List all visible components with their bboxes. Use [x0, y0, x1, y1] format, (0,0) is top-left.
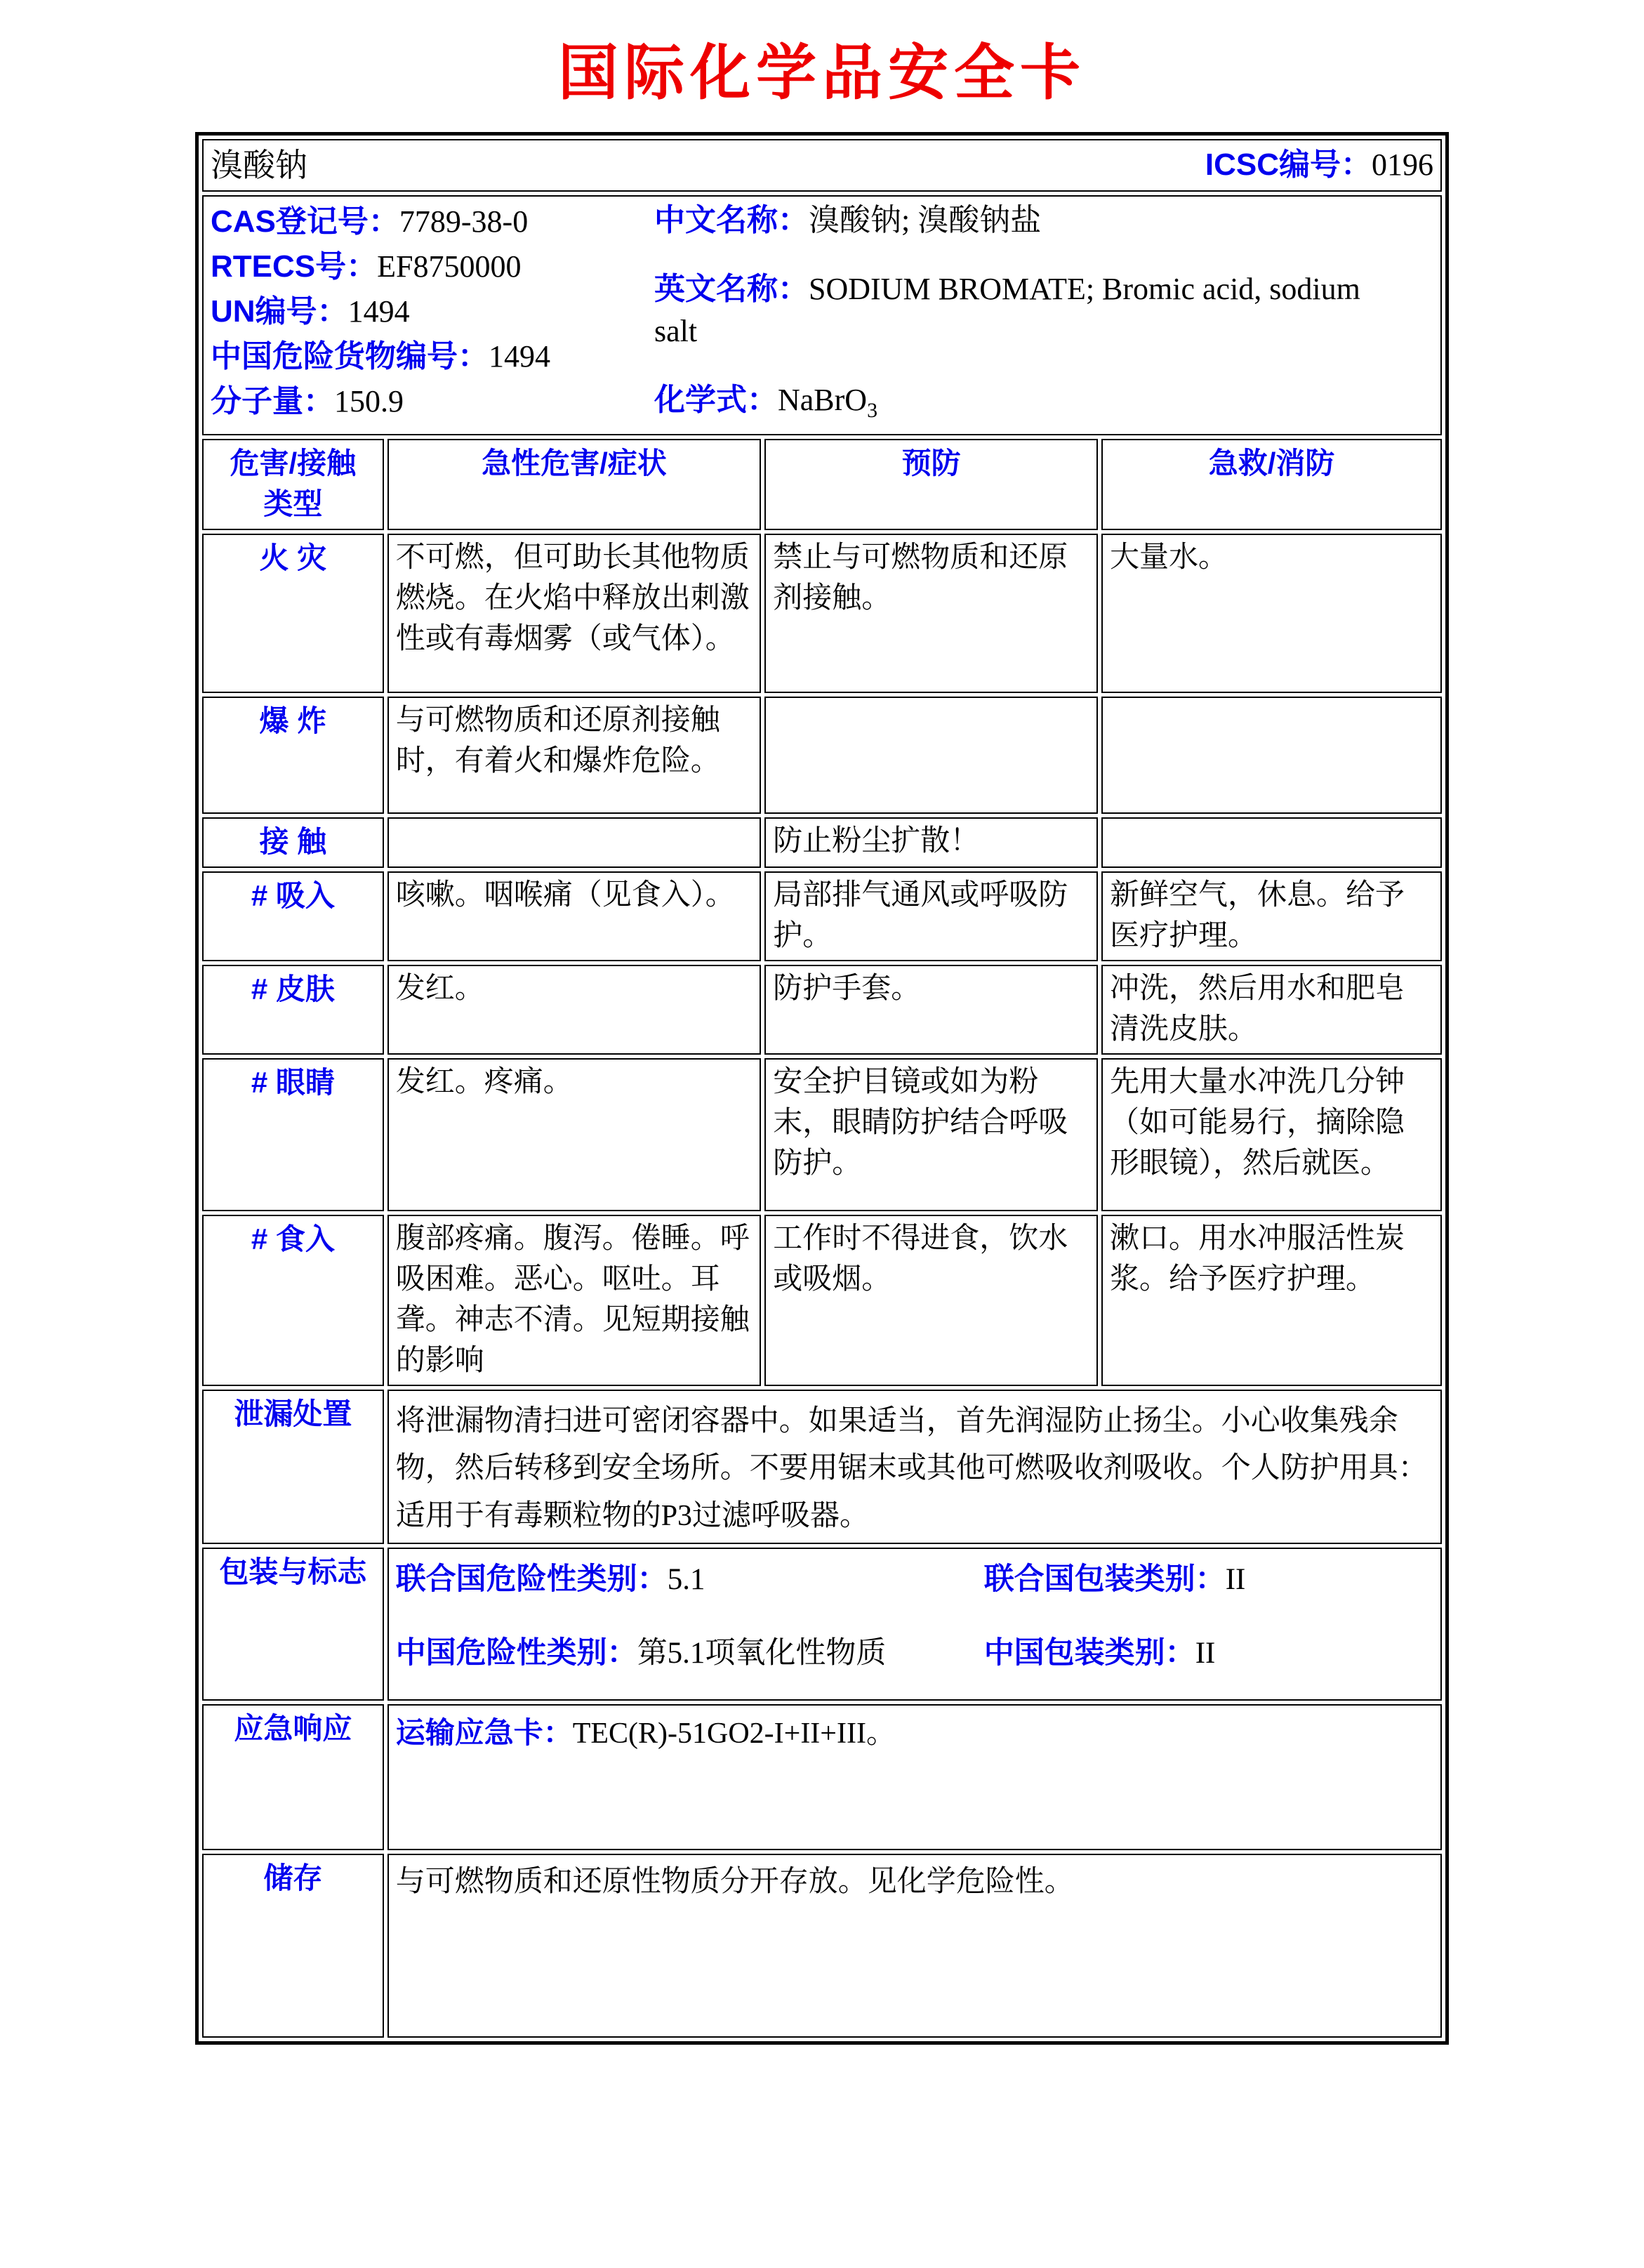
storage-label: 储存 — [202, 1854, 384, 2038]
fire-symptoms-cell: 不可燃，但可助长其他物质燃烧。在火焰中释放出刺激性或有毒烟雾（或气体）。 — [387, 534, 762, 693]
inhalation-first-aid-cell: 新鲜空气，休息。给予医疗护理。 — [1101, 871, 1442, 961]
transport-emergency-card-field: 运输应急卡：TEC(R)-51GO2-I+II+III。 — [395, 1715, 896, 1750]
emergency-response-label: 应急响应 — [202, 1704, 384, 1850]
contact-prevention-cell: 防止粉尘扩散！ — [764, 817, 1098, 868]
skin-symptoms-cell: 发红。 — [387, 965, 762, 1055]
explosion-label: 爆 炸 — [202, 697, 384, 814]
hazard-row-skin — [202, 965, 1442, 1055]
hazard-row-inhalation — [202, 871, 1442, 961]
hazard-row-contact — [202, 817, 1442, 868]
ingestion-symptoms-cell: 腹部疼痛。腹泻。倦睡。呼吸困难。恶心。呕吐。耳聋。神志不清。见短期接触的影响 — [387, 1215, 762, 1386]
packaging-content — [387, 1548, 1442, 1701]
page-title: 国际化学品安全卡 — [558, 37, 1086, 108]
inhalation-prevention-cell: 局部排气通风或呼吸防护。 — [764, 871, 1098, 961]
hazard-row-eyes — [202, 1058, 1442, 1211]
spill-disposal-row — [202, 1390, 1442, 1544]
molecular-weight-field: 分子量：150.9 — [211, 384, 404, 419]
header-acute-symptoms: 急性危害/症状 — [387, 439, 762, 530]
formula-subscript: 3 — [867, 398, 878, 422]
explosion-symptoms-cell: 与可燃物质和还原剂接触时，有着火和爆炸危险。 — [387, 697, 762, 814]
safety-card-table — [195, 132, 1449, 2045]
skin-first-aid-cell: 冲洗，然后用水和肥皂清洗皮肤。 — [1101, 965, 1442, 1055]
eyes-label: # 眼睛 — [202, 1058, 384, 1211]
skin-label: # 皮肤 — [202, 965, 384, 1055]
identification-left-column — [211, 199, 654, 431]
identification-right-column — [654, 199, 1433, 431]
packaging-label: 包装与标志 — [202, 1548, 384, 1701]
ingestion-label: # 食入 — [202, 1215, 384, 1386]
header-hazard-type: 危害/接触 类型 — [202, 439, 384, 530]
hazard-header-row — [202, 439, 1442, 530]
skin-prevention-cell: 防护手套。 — [764, 965, 1098, 1055]
spill-disposal-label: 泄漏处置 — [202, 1390, 384, 1544]
identification-row — [202, 195, 1442, 435]
contact-label: 接 触 — [202, 817, 384, 868]
un-number-field: UN编号：1494 — [211, 294, 410, 329]
contact-symptoms-cell — [387, 817, 762, 868]
fire-label: 火 灾 — [202, 534, 384, 693]
eyes-symptoms-cell: 发红。疼痛。 — [387, 1058, 762, 1211]
emergency-response-row — [202, 1704, 1442, 1850]
eyes-first-aid-cell: 先用大量水冲洗几分钟（如可能易行，摘除隐形眼镜），然后就医。 — [1101, 1058, 1442, 1211]
ingestion-first-aid-cell: 漱口。用水冲服活性炭浆。给予医疗护理。 — [1101, 1215, 1442, 1386]
ingestion-prevention-cell: 工作时不得进食，饮水或吸烟。 — [764, 1215, 1098, 1386]
chemical-formula-field: 化学式：NaBrO$_3$ — [654, 382, 878, 422]
hazard-row-explosion — [202, 697, 1442, 814]
header-prevention: 预防 — [764, 439, 1098, 530]
packaging-row — [202, 1548, 1442, 1701]
english-name-field: 英文名称：SODIUM BROMATE; Bromic acid, sodium salt — [654, 272, 1360, 349]
icsc-number-field — [1205, 144, 1433, 187]
name-row — [202, 139, 1442, 192]
storage-row — [202, 1854, 1442, 2038]
hazard-row-fire — [202, 534, 1442, 693]
inhalation-symptoms-cell: 咳嗽。咽喉痛（见食入）。 — [387, 871, 762, 961]
storage-content: 与可燃物质和还原性物质分开存放。见化学危险性。 — [387, 1854, 1442, 2038]
fire-fighting-cell: 大量水。 — [1101, 534, 1442, 693]
chinese-name-field: 中文名称：溴酸钠; 溴酸钠盐 — [654, 203, 1042, 238]
rtecs-number-field: RTECS号：EF8750000 — [211, 249, 522, 284]
eyes-prevention-cell: 安全护目镜或如为粉末，眼睛防护结合呼吸防护。 — [764, 1058, 1098, 1211]
fire-prevention-cell: 禁止与可燃物质和还原剂接触。 — [764, 534, 1098, 693]
cn-packing-group-field: 中国包装类别：II — [983, 1636, 1216, 1670]
spill-disposal-content: 将泄漏物清扫进可密闭容器中。如果适当，首先润湿防止扬尘。小心收集残余物，然后转移到安全场所。不要用锯末或其他可燃吸收剂吸收。个人防护用具：适用于有毒颗粒物的P3过滤呼吸器。 — [387, 1390, 1442, 1544]
un-packing-group-field: 联合国包装类别：II — [983, 1562, 1246, 1596]
explosion-fire-fighting-cell — [1101, 697, 1442, 814]
header-first-aid: 急救/消防 — [1101, 439, 1442, 530]
cas-number-field: CAS登记号：7789-38-0 — [211, 204, 529, 239]
substance-name: 溴酸钠 — [211, 147, 307, 183]
hazard-row-ingestion — [202, 1215, 1442, 1386]
icsc-value: 0196 — [1372, 147, 1433, 183]
emergency-response-content — [387, 1704, 1442, 1850]
inhalation-label: # 吸入 — [202, 871, 384, 961]
explosion-prevention-cell — [764, 697, 1098, 814]
icsc-label: ICSC编号： — [1205, 147, 1372, 183]
contact-fire-fighting-cell — [1101, 817, 1442, 868]
cn-hazard-class-field: 中国危险性类别：第5.1项氧化性物质 — [395, 1636, 887, 1670]
un-hazard-class-field: 联合国危险性类别：5.1 — [395, 1562, 705, 1596]
china-dangerous-goods-number-field: 中国危险货物编号：1494 — [211, 339, 550, 374]
